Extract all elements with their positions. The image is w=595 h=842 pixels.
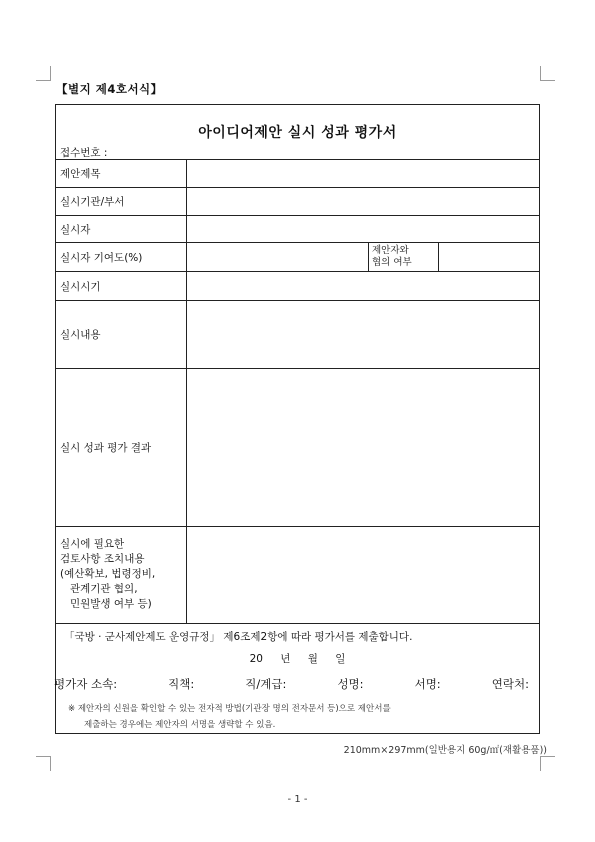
crop-mark-top-left <box>36 66 51 81</box>
review-label-line-2: 검토사항 조치내용 <box>60 553 145 565</box>
row-content <box>56 300 539 368</box>
review-label-line-4: 관계기관 협의, <box>70 583 138 595</box>
evaluator-rank-label: 직/계급: <box>245 677 287 691</box>
result-field[interactable] <box>187 369 539 526</box>
review-field[interactable] <box>187 527 539 623</box>
evaluator-line <box>54 676 529 692</box>
footnote-line-2: 제출하는 경우에는 제안자의 서명을 생략할 수 있음. <box>84 720 276 730</box>
period-label: 실시시기 <box>56 272 187 300</box>
consultation-label-line-2: 협의 여부 <box>372 257 412 268</box>
page-number: - 1 - <box>287 794 308 805</box>
footnote <box>68 701 391 733</box>
proposal-title-field[interactable] <box>187 160 539 187</box>
row-agency-dept <box>56 187 539 215</box>
evaluator-signature-label: 서명: <box>414 677 441 691</box>
consultation-label-line-1: 제안자와 <box>372 245 409 256</box>
crop-mark-bottom-left <box>36 756 51 771</box>
evaluator-duty-label: 직책: <box>168 677 195 691</box>
row-period <box>56 271 539 300</box>
review-label-line-5: 민원발생 여부 등) <box>70 598 152 610</box>
receipt-number-label: 접수번호 : <box>60 147 108 159</box>
row-implementer <box>56 215 539 242</box>
proposal-title-label: 제안제목 <box>56 160 187 187</box>
agency-dept-label: 실시기관/부서 <box>56 188 187 215</box>
row-review <box>56 526 539 623</box>
date-line: 20 년 월 일 <box>249 653 346 665</box>
content-label: 실시내용 <box>56 301 187 368</box>
form-title: 아이디어제안 실시 성과 평가서 <box>198 125 397 141</box>
paper-size-note: 210mm×297mm(일반용지 60g/㎡(재활용품)) <box>343 745 547 756</box>
footnote-line-1: ※ 제안자의 신원을 확인할 수 있는 전자적 방법(기관장 명의 전자문서 등)으로 제안서를 <box>68 704 391 714</box>
review-label-line-3: (예산확보, 법령정비, <box>60 568 156 580</box>
review-label-line-1: 실시에 필요한 <box>60 538 125 550</box>
evaluator-name-label: 성명: <box>337 677 364 691</box>
content-field[interactable] <box>187 301 539 368</box>
contribution-label: 실시자 기여도(%) <box>56 243 187 271</box>
row-contribution <box>56 242 539 271</box>
evaluation-form <box>55 104 540 734</box>
form-number-label: 【별지 제4호서식】 <box>56 82 163 96</box>
consultation-field[interactable] <box>439 243 539 271</box>
implementer-label: 실시자 <box>56 216 187 242</box>
row-result <box>56 368 539 526</box>
review-label <box>56 527 187 623</box>
implementer-field[interactable] <box>187 216 539 242</box>
row-divider <box>56 623 539 624</box>
agency-dept-field[interactable] <box>187 188 539 215</box>
period-field[interactable] <box>187 272 539 300</box>
crop-mark-top-right <box>540 66 555 81</box>
row-proposal-title <box>56 159 539 187</box>
evaluator-affiliation-label: 평가자 소속: <box>54 677 118 691</box>
result-label: 실시 성과 평가 결과 <box>56 369 187 526</box>
crop-mark-bottom-right <box>540 756 555 771</box>
contribution-field[interactable] <box>187 243 369 271</box>
evaluator-contact-label: 연락처: <box>491 677 529 691</box>
consultation-label <box>369 243 439 271</box>
declaration-text: 「국방 · 군사제안제도 운영규정」 제6조제2항에 따라 평가서를 제출합니다. <box>64 631 413 643</box>
